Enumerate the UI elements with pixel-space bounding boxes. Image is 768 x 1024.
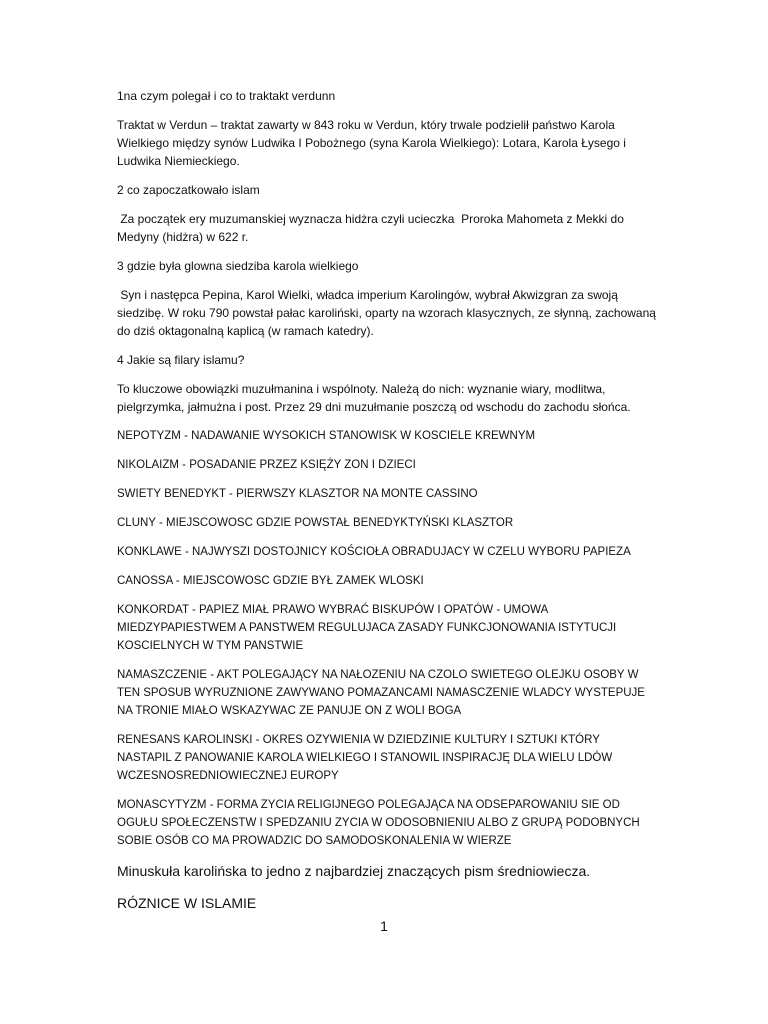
definition-canossa: CANOSSA - MIEJSCOWOSC GDZIE BYŁ ZAMEK WLOSKI [117, 575, 424, 587]
question-1: 1na czym polegał i co to traktakt verdunn [117, 89, 336, 103]
definition-swiety-benedykt: SWIETY BENEDYKT - PIERWSZY KLASZTOR NA MONTE CASSINO [117, 488, 478, 500]
document-body [117, 87, 660, 925]
definition-nikolaizm: NIKOLAIZM - POSADANIE PRZEZ KSIĘŻY ZON I DZIECI [117, 459, 416, 471]
answer-2: Za początek ery muzumanskiej wyznacza hidżra czyli ucieczka Proroka Mahometa z Mekki do Medyny (hidżra) w 622 r. [117, 212, 628, 244]
question-4: 4 Jakie są filary islamu? [117, 353, 245, 367]
question-3: 3 gdzie była glowna siedziba karola wielkiego [117, 259, 359, 273]
page-number: 1 [380, 918, 388, 934]
answer-4: To kluczowe obowiązki muzułmanina i wspólnoty. Należą do nich: wyznanie wiary, modlitwa, pielgrzymka, jałmużna i post. Przez 29 dni muzułmanie poszczą od wschodu do zachodu słońca. [117, 382, 631, 414]
definition-monascytyzm: MONASCYTYZM - FORMA ZYCIA RELIGIJNEGO POLEGAJĄCA NA ODSEPAROWANIU SIE OD OGUŁU SPOŁECZENSTW I SPEDZANIU ZYCIA W ODOSOBNIENIU ALBO Z GRUPĄ PODOBNYCH SOBIE OSÓB CO MA PROWADZIC DO SAMODOSKONALENIA W WIERZE [117, 799, 643, 847]
question-2: 2 co zapoczatkowało islam [117, 183, 260, 197]
minuskula-sentence: Minuskuła karolińska to jedno z najbardziej znaczących pism średniowiecza. [117, 863, 591, 879]
section-heading-roznice: RÓZNICE W ISLAMIE [117, 895, 257, 911]
definition-nepotyzm: NEPOTYZM - NADAWANIE WYSOKICH STANOWISK W KOSCIELE KREWNYM [117, 430, 536, 442]
answer-1: Traktat w Verdun – traktat zawarty w 843 roku w Verdun, który trwale podzielił państwo Karola Wielkiego między synów Ludwika I Pobożnego (syna Karola Wielkiego): Lotara, Karola Łysego i Ludwika Niemieckiego. [117, 118, 630, 168]
definition-namaszczenie: NAMASZCZENIE - AKT POLEGAJĄCY NA NAŁOZENIU NA CZOLO SWIETEGO OLEJKU OSOBY W TEN SPOSUB WYRUZNIONE ZAWYWANO POMAZANCAMI NAMASCZENIE WLADCY WYSTEPUJE NA TRONIE MIAŁO WSKAZYWAC ZE PANUJE ON Z WOLI BOGA [117, 669, 649, 717]
definition-cluny: CLUNY - MIEJSCOWOSC GDZIE POWSTAŁ BENEDYKTYŃSKI KLASZTOR [117, 517, 514, 529]
answer-3: Syn i następca Pepina, Karol Wielki, władca imperium Karolingów, wybrał Akwizgran za swoją siedzibę. W roku 790 powstał pałac karoliński, oparty na wzorach klasycznych, ze słynną, zachowaną do dziś oktagonalną kaplicą (w ramach katedry). [117, 288, 660, 338]
definition-konklawe: KONKLAWE - NAJWYSZI DOSTOJNICY KOŚCIOŁA OBRADUJACY W CZELU WYBORU PAPIEZA [117, 546, 631, 558]
definition-konkordat: KONKORDAT - PAPIEZ MIAŁ PRAWO WYBRAĆ BISKUPÓW I OPATÓW - UMOWA MIEDZYPAPIESTWEM A PANSTWEM REGULUJACA ZASADY FUNKCJONOWANIA ISTYTUCJI KOSCIELNYCH W TYM PANSTWIE [117, 604, 620, 652]
definition-renesans-karolinski: RENESANS KAROLINSKI - OKRES OZYWIENIA W DZIEDZINIE KULTURY I SZTUKI KTÓRY NASTAPIL Z PANOWANIE KAROLA WIELKIEGO I STANOWIL INSPIRACJĘ DLA WIELU LDÓW WCZESNOSREDNIOWIECZNEJ EUROPY [117, 734, 616, 782]
